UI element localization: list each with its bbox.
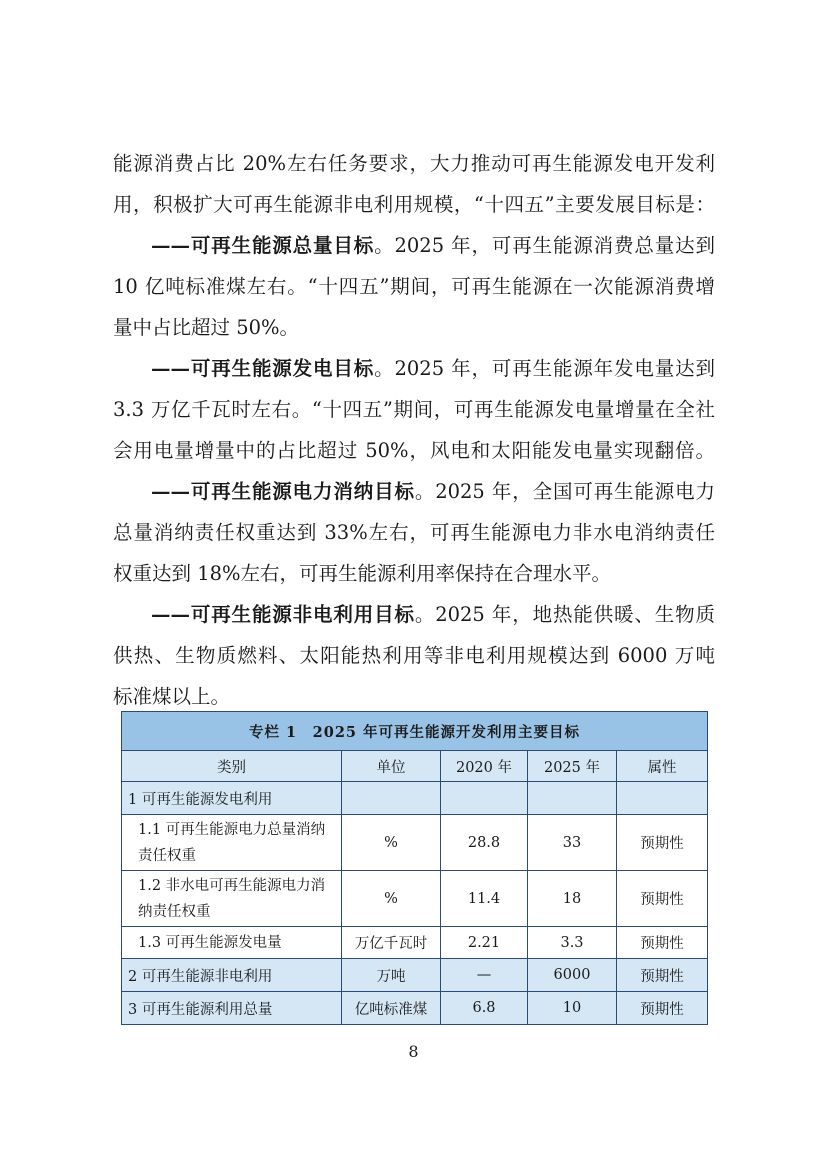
row-attribute: 预期性 [617,992,708,1025]
category-total: 3 可再生能源利用总量 [122,992,342,1025]
targets-table [121,711,708,1025]
row-2025: 18 [528,871,617,927]
row-2020: 11.4 [441,871,528,927]
table-row [122,927,708,959]
table-row [122,959,708,992]
body-text [113,143,715,717]
row-label: 1.2 非水电可再生能源电力消纳责任权重 [122,871,342,927]
row-label: 1.3 可再生能源发电量 [122,927,342,959]
header-unit: 单位 [342,751,441,782]
category-nonpower: 2 可再生能源非电利用 [122,959,342,992]
table-row [122,782,708,815]
row-unit: 亿吨标准煤 [342,992,441,1025]
row-unit: % [342,871,441,927]
row-2020: 2.21 [441,927,528,959]
text-line: 会用电量增量中的占比超过 50%，风电和太阳能发电量实现翻倍。 [113,439,715,462]
category-power: 1 可再生能源发电利用 [122,782,342,815]
row-2025: 6000 [528,959,617,992]
text-line: 能源消费占比 20%左右任务要求，大力推动可再生能源发电开发利 [113,152,715,175]
row-label: 1.1 可再生能源电力总量消纳责任权重 [122,815,342,871]
paragraph-total-target: ——可再生能源总量目标。2025 年，可再生能源消费总量达到 [151,234,715,257]
paragraph-nonpower-target: ——可再生能源非电利用目标。2025 年，地热能供暖、生物质 [151,603,715,626]
row-2025: 33 [528,815,617,871]
text-line: 权重达到 18%左右，可再生能源利用率保持在合理水平。 [113,562,612,585]
row-2020: 6.8 [441,992,528,1025]
text-line: 用，积极扩大可再生能源非电利用规模，“十四五”主要发展目标是： [113,193,715,216]
text-line: 3.3 万亿千瓦时左右。“十四五”期间，可再生能源发电量增量在全社 [113,398,715,421]
row-attribute: 预期性 [617,959,708,992]
text-line: 量中占比超过 50%。 [113,316,300,339]
header-attribute: 属性 [617,751,708,782]
table-header-row [122,751,708,782]
text-line: 供热、生物质燃料、太阳能热利用等非电利用规模达到 6000 万吨 [113,644,715,667]
row-unit: % [342,815,441,871]
row-attribute: 预期性 [617,871,708,927]
table-row [122,871,708,927]
paragraph-power-target: ——可再生能源发电目标。2025 年，可再生能源年发电量达到 [151,357,715,380]
row-2025: 10 [528,992,617,1025]
row-2020: 28.8 [441,815,528,871]
text-line: 标准煤以上。 [113,685,231,708]
header-2020: 2020 年 [441,751,528,782]
table-row [122,992,708,1025]
table-title: 专栏 1 2025 年可再生能源开发利用主要目标 [122,712,708,751]
text-line: 10 亿吨标准煤左右。“十四五”期间，可再生能源在一次能源消费增 [113,275,715,298]
paragraph-consumption-target: ——可再生能源电力消纳目标。2025 年，全国可再生能源电力 [151,480,715,503]
row-unit: 万亿千瓦时 [342,927,441,959]
row-2020: — [441,959,528,992]
page-number: 8 [408,1042,419,1061]
text-line: 总量消纳责任权重达到 33%左右，可再生能源电力非水电消纳责任 [113,521,715,544]
row-attribute: 预期性 [617,815,708,871]
row-2025: 3.3 [528,927,617,959]
header-category: 类别 [122,751,342,782]
row-unit: 万吨 [342,959,441,992]
header-2025: 2025 年 [528,751,617,782]
row-attribute: 预期性 [617,927,708,959]
table-row [122,815,708,871]
